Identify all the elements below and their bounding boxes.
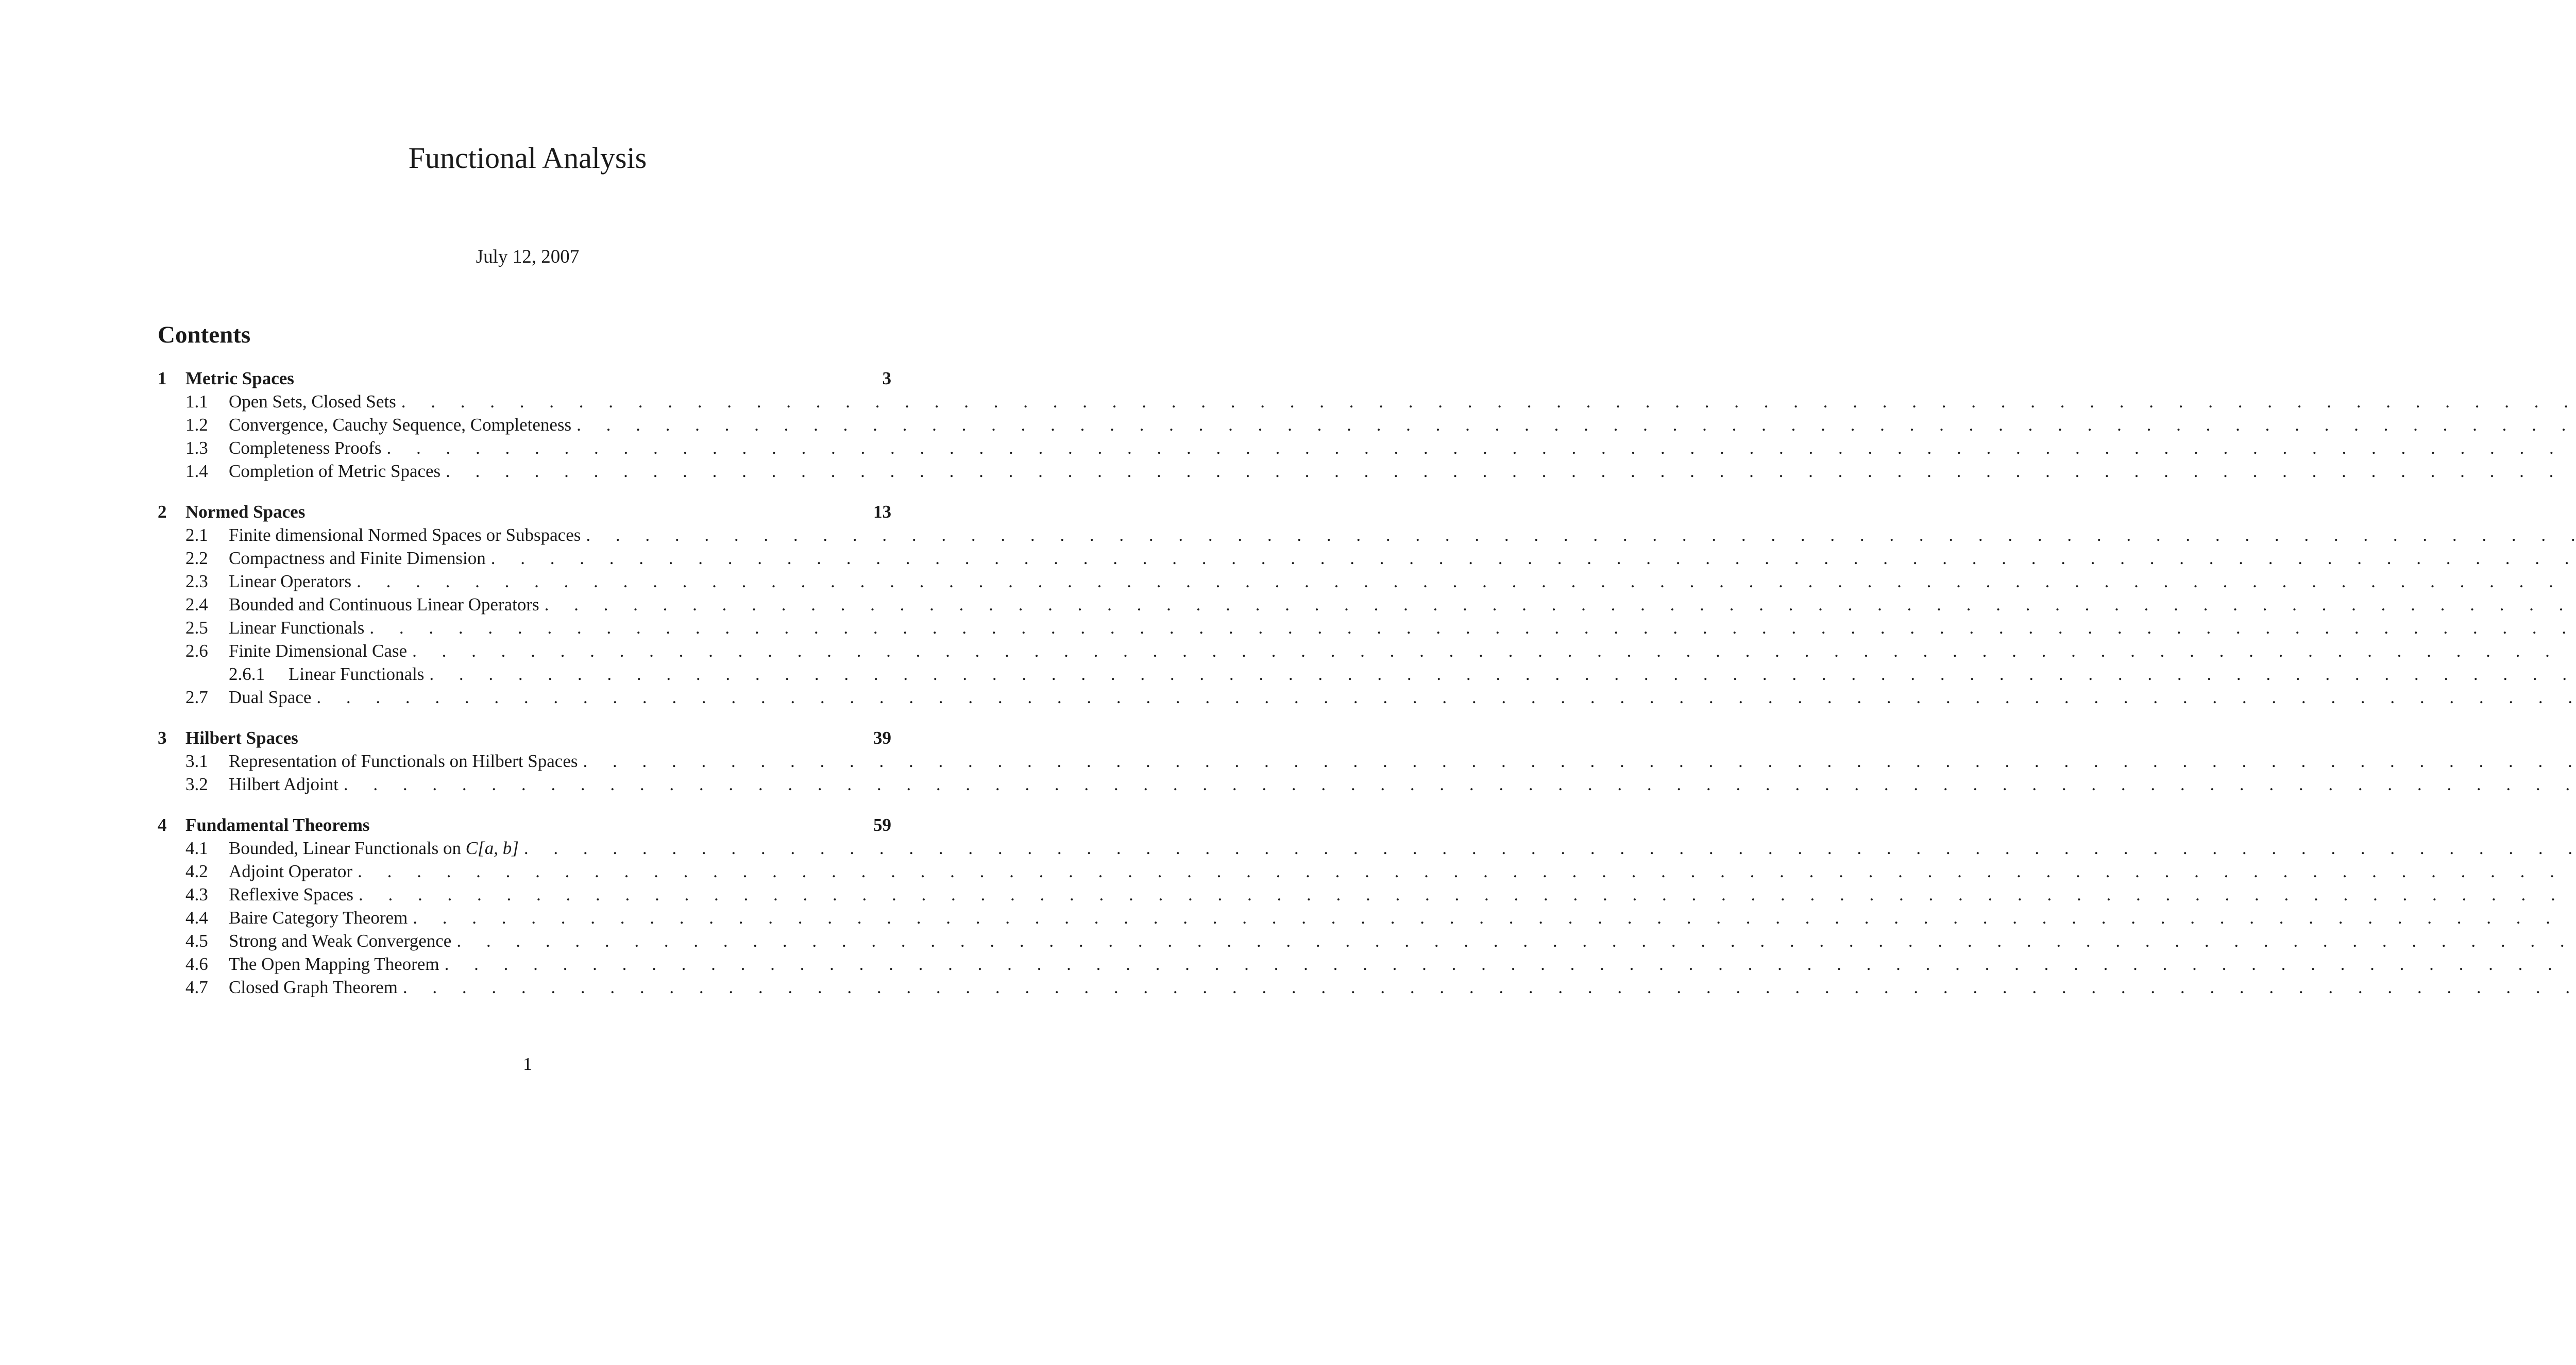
section-title: Linear Operators <box>229 571 352 591</box>
dot-leaders <box>412 639 2576 662</box>
section-number: 4.1 <box>185 838 208 858</box>
section-number: 4.6 <box>185 954 208 974</box>
section-number: 1.1 <box>185 391 208 412</box>
toc-section-entry[interactable] <box>158 906 891 929</box>
dot-leaders <box>583 749 2576 773</box>
toc-section-entry[interactable] <box>158 436 891 459</box>
dot-leaders <box>456 929 2576 952</box>
toc-section-entry[interactable] <box>158 390 891 413</box>
section-number: 2.5 <box>185 618 208 638</box>
section-title: Bounded and Continuous Linear Operators <box>229 594 539 615</box>
toc-section-entry[interactable] <box>158 639 891 662</box>
section-title-math: C[a, b] <box>465 838 519 858</box>
section-title: Baire Category Theorem <box>229 908 408 928</box>
dot-leaders <box>316 686 2576 709</box>
section-title: The Open Mapping Theorem <box>229 954 439 974</box>
toc-section-entry[interactable] <box>158 459 891 483</box>
chapter-page: 13 <box>873 502 891 522</box>
section-number: 1.2 <box>185 415 208 435</box>
toc-section-entry[interactable] <box>158 773 891 796</box>
dot-leaders <box>401 390 2576 413</box>
toc-chapter-entry[interactable] <box>158 813 891 837</box>
section-title: Reflexive Spaces <box>229 884 353 905</box>
toc-subsection-entry[interactable] <box>158 662 891 686</box>
chapter-number: 3 <box>158 728 167 748</box>
section-title: Completeness Proofs <box>229 438 382 458</box>
section-title: Representation of Functionals on Hilbert Spaces <box>229 751 578 771</box>
section-number: 2.6 <box>185 641 208 661</box>
contents-heading: Contents <box>158 321 251 348</box>
dot-leaders <box>344 773 2576 796</box>
dot-leaders <box>359 883 2576 906</box>
dot-leaders <box>545 593 2576 616</box>
chapter-title: Fundamental Theorems <box>185 815 370 835</box>
dot-leaders <box>358 860 2576 883</box>
section-title: Finite dimensional Normed Spaces or Subspaces <box>229 525 581 545</box>
chapter-number: 2 <box>158 502 167 522</box>
chapter-title: Hilbert Spaces <box>185 728 298 748</box>
toc-section-entry[interactable] <box>158 547 891 570</box>
section-title: Adjoint Operator <box>229 861 353 881</box>
dot-leaders <box>387 436 2576 459</box>
toc-section-entry[interactable] <box>158 413 891 436</box>
section-number: 4.2 <box>185 861 208 881</box>
toc-section-entry[interactable] <box>158 593 891 616</box>
section-title-text: Bounded, Linear Functionals on <box>229 838 466 858</box>
toc-section-entry[interactable] <box>158 929 891 952</box>
section-number: 4.7 <box>185 977 208 997</box>
toc-section-entry[interactable] <box>158 616 891 639</box>
toc-chapter-entry[interactable] <box>158 726 891 749</box>
chapter-page: 39 <box>873 728 891 748</box>
dot-leaders <box>445 952 2576 976</box>
toc-chapter-entry[interactable] <box>158 367 891 390</box>
toc-section-entry[interactable] <box>158 749 891 773</box>
section-title: Open Sets, Closed Sets <box>229 391 396 412</box>
section-number: 2.1 <box>185 525 208 545</box>
dot-leaders <box>446 459 2576 483</box>
section-title <box>229 837 519 860</box>
toc-section-entry[interactable] <box>158 837 891 860</box>
toc-section-entry[interactable] <box>158 686 891 709</box>
chapter-number: 1 <box>158 368 167 388</box>
chapter-page: 59 <box>873 815 891 835</box>
dot-leaders <box>413 906 2576 929</box>
section-title: Convergence, Cauchy Sequence, Completeness <box>229 415 572 435</box>
chapter-page: 3 <box>882 368 891 388</box>
section-number: 4.4 <box>185 908 208 928</box>
section-number: 2.4 <box>185 594 208 615</box>
document-date: July 12, 2007 <box>476 246 580 267</box>
chapter-title: Metric Spaces <box>185 368 294 388</box>
dot-leaders <box>403 976 2576 999</box>
section-number: 4.5 <box>185 931 208 951</box>
section-title: Finite Dimensional Case <box>229 641 408 661</box>
dot-leaders <box>357 570 2576 593</box>
toc-chapter <box>158 500 891 709</box>
section-title: Hilbert Adjoint <box>229 774 338 794</box>
section-title: Completion of Metric Spaces <box>229 461 441 481</box>
section-number: 2.7 <box>185 687 208 707</box>
dot-leaders <box>369 616 2576 639</box>
section-number: 3.1 <box>185 751 208 771</box>
section-number: 2.3 <box>185 571 208 591</box>
toc-chapter-entry[interactable] <box>158 500 891 523</box>
section-title: Dual Space <box>229 687 312 707</box>
dot-leaders <box>524 837 2576 860</box>
section-number: 1.3 <box>185 438 208 458</box>
toc-chapter <box>158 813 891 999</box>
dot-leaders <box>429 662 2576 686</box>
subsection-title: Linear Functionals <box>289 664 425 684</box>
toc-chapter <box>158 367 891 483</box>
toc-section-entry[interactable] <box>158 952 891 976</box>
section-number: 2.2 <box>185 548 208 568</box>
chapter-title: Normed Spaces <box>185 502 306 522</box>
table-of-contents <box>158 367 891 1016</box>
section-number: 1.4 <box>185 461 208 481</box>
page-number: 1 <box>523 1054 532 1074</box>
section-title: Linear Functionals <box>229 618 365 638</box>
toc-chapter <box>158 726 891 796</box>
section-title: Closed Graph Theorem <box>229 977 398 997</box>
toc-section-entry[interactable] <box>158 523 891 547</box>
section-number: 3.2 <box>185 774 208 794</box>
dot-leaders <box>586 523 2576 547</box>
toc-section-entry[interactable] <box>158 976 891 999</box>
section-number: 4.3 <box>185 884 208 905</box>
section-title: Strong and Weak Convergence <box>229 931 452 951</box>
toc-section-entry[interactable] <box>158 860 891 883</box>
toc-section-entry[interactable] <box>158 570 891 593</box>
section-title: Compactness and Finite Dimension <box>229 548 486 568</box>
subsection-number: 2.6.1 <box>229 664 265 684</box>
toc-section-entry[interactable] <box>158 883 891 906</box>
dot-leaders <box>577 413 2576 436</box>
document-title: Functional Analysis <box>408 141 647 175</box>
dot-leaders <box>491 547 2576 570</box>
chapter-number: 4 <box>158 815 167 835</box>
